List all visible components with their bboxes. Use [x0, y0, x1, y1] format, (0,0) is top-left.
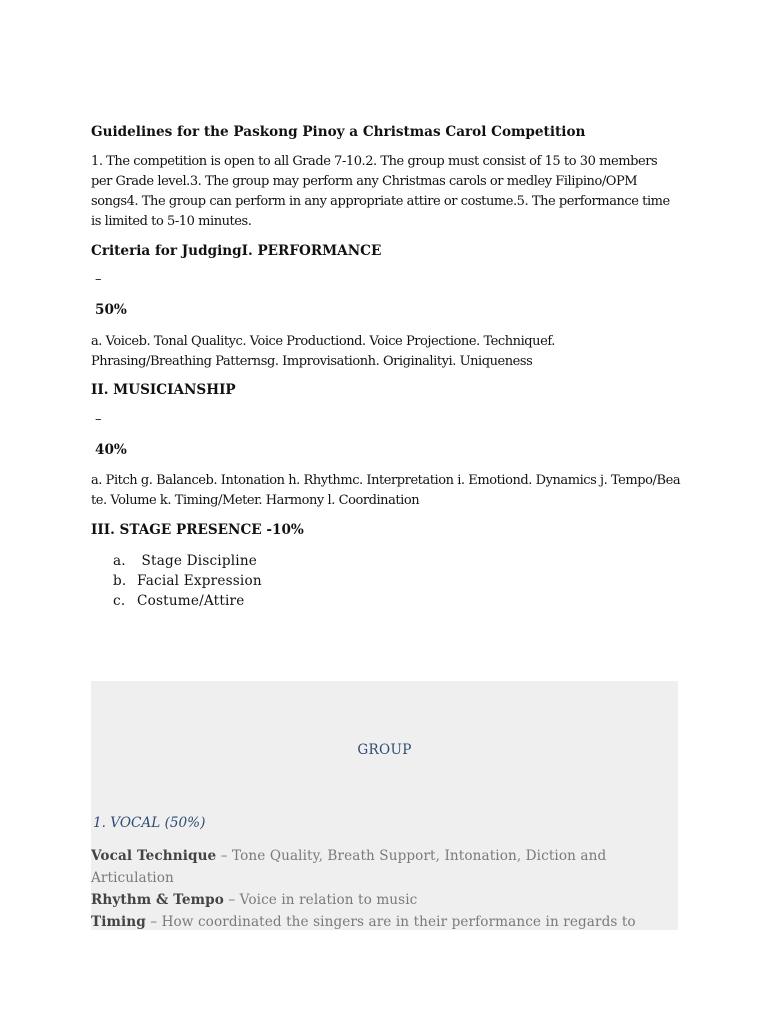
rubric-desc: – Tone Quality, Breath Support, Intonation, Diction and Articulation	[91, 848, 607, 886]
guidelines-paragraph: 1. The competition is open to all Grade 7-10.2. The group must consist of 15 to 30 members per Grade level.3. The group may perform any Christmas carols or medley Filipino/OPM songs4. The group can perform in any appropriate attire or costume.5. The performance time is limited to 5-10 minutes.	[91, 154, 670, 229]
rubric-lines	[91, 845, 678, 933]
list-marker: c.	[113, 593, 126, 609]
rubric-desc: – Voice in relation to music	[223, 892, 418, 908]
rubric-line	[91, 845, 678, 889]
performance-dash: –	[95, 272, 102, 287]
document-title: Guidelines for the Paskong Pinoy a Christmas Carol Competition	[91, 124, 586, 140]
list-item	[113, 551, 262, 571]
list-item-text: Stage Discipline	[137, 553, 258, 569]
list-item-text: Costume/Attire	[137, 593, 245, 609]
stage-presence-list	[113, 551, 262, 611]
musicianship-dash: –	[95, 412, 102, 427]
list-item-text: Facial Expression	[137, 573, 262, 589]
musicianship-percent: 40%	[95, 442, 127, 458]
stage-presence-heading: III. STAGE PRESENCE -10%	[91, 522, 304, 538]
rubric-term: Vocal Technique	[91, 848, 217, 864]
document-page	[91, 0, 681, 1024]
musicianship-heading: II. MUSICIANSHIP	[91, 382, 236, 398]
rubric-line	[91, 911, 678, 933]
rubric-vocal-label: 1. VOCAL (50%)	[93, 815, 206, 831]
rubric-term: Rhythm & Tempo	[91, 892, 224, 908]
rubric-group-label: GROUP	[357, 742, 412, 758]
list-marker: a.	[113, 553, 126, 569]
list-item	[113, 591, 262, 611]
list-item	[113, 571, 262, 591]
rubric-term: Timing	[91, 914, 146, 930]
rubric-desc: – How coordinated the singers are in their performance in regards to	[145, 914, 636, 930]
performance-percent: 50%	[95, 302, 127, 318]
list-marker: b.	[113, 573, 127, 589]
musicianship-criteria-items: a. Pitch g. Balanceb. Intonation h. Rhythmc. Interpretation i. Emotiond. Dynamics j. Tempo/Beate. Volume k. Timing/Meter. Harmony l. Coordination	[91, 473, 681, 508]
criteria-heading: Criteria for JudgingI. PERFORMANCE	[91, 243, 382, 259]
rubric-line	[91, 889, 678, 911]
performance-criteria-items: a. Voiceb. Tonal Qualityc. Voice Productiond. Voice Projectione. Techniquef. Phrasing/Breathing Patternsg. Improvisationh. Originalityi. Uniqueness	[91, 334, 555, 369]
